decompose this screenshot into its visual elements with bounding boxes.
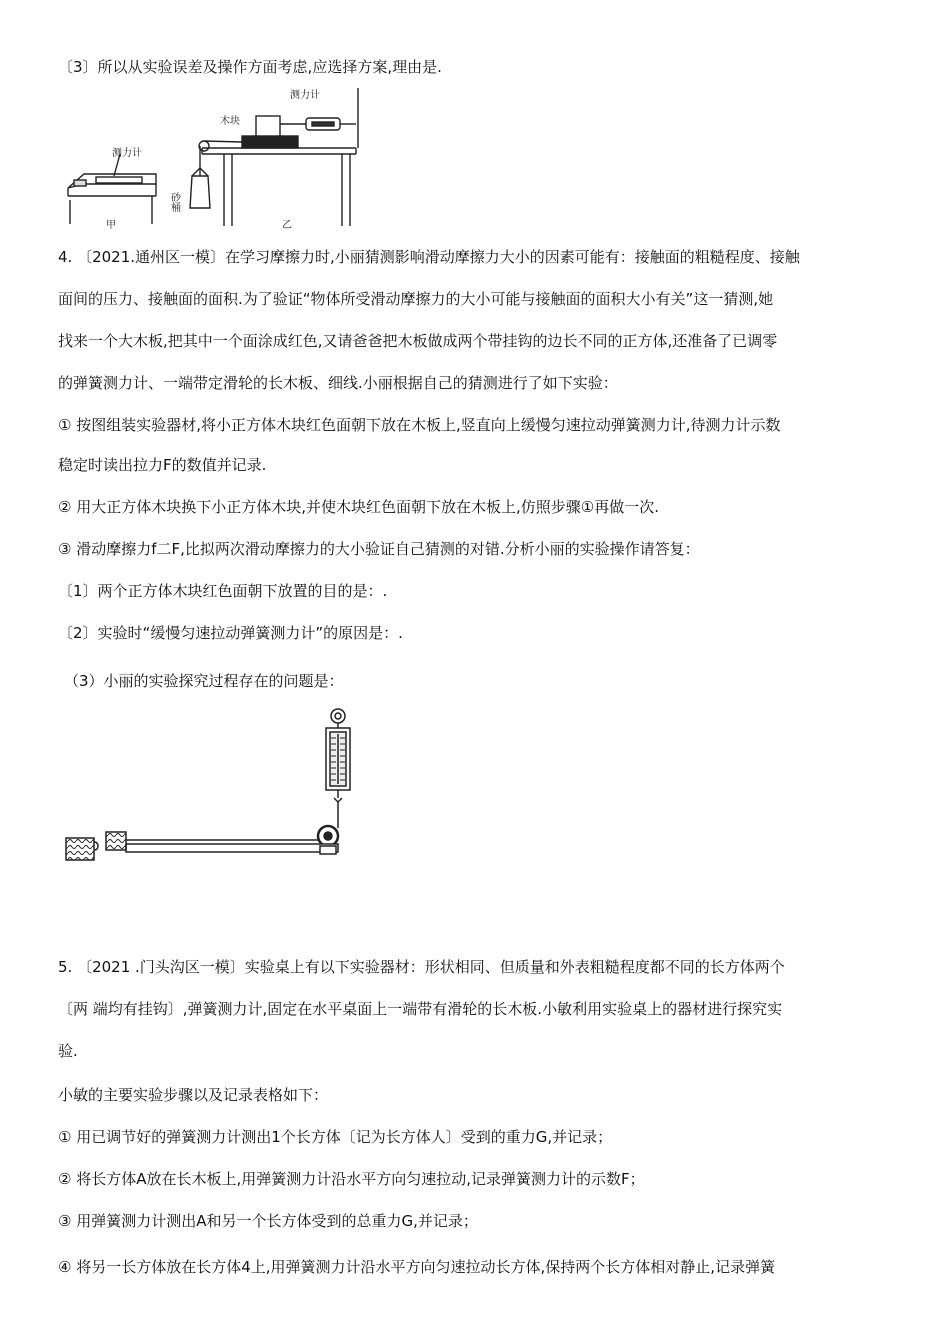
q3-tail-text: 〔3〕所以从实验误差及操作方面考虑,应选择方案,理由是.	[58, 58, 442, 76]
q4-step2: ② 用大正方体木块换下小正方体木块,并使木块红色面朝下放在木板上,仿照步骤①再做一次.	[58, 498, 659, 516]
figure-spring-scale-pulley	[60, 706, 360, 866]
q5-line3: 验.	[58, 1042, 78, 1060]
figure-friction-setups	[60, 84, 380, 232]
q5-step1: ① 用已调节好的弹簧测力计测出1个长方体〔记为长方体人〕受到的重力G,并记录；	[58, 1128, 613, 1146]
label-yi: 乙	[282, 220, 292, 231]
q4-sub2: 〔2〕实验时“缓慢匀速拉动弹簧测力计”的原因是：.	[58, 624, 403, 642]
q4-line2: 面间的压力、接触面的面积.为了验证“物体所受滑动摩擦力的大小可能与接触面的面积大小有关”这一猜测,她	[58, 290, 774, 308]
q4-sub1: 〔1〕两个正方体木块红色面朝下放置的目的是：.	[58, 582, 388, 600]
q4-sub3: （3）小丽的实验探究过程存在的问题是：	[64, 672, 344, 690]
q4-step1a: ① 按图组装实验器材,将小正方体木块红色面朝下放在木板上,竖直向上缓慢匀速拉动弹簧测力计,待测力计示数	[58, 416, 781, 434]
q5-step4: ④ 将另一长方体放在长方体4上,用弹簧测力计沿水平方向匀速拉动长方体,保持两个长方体相对静止,记录弹簧	[58, 1258, 776, 1276]
q4-step1b: 稳定时读出拉力F的数值并记录.	[58, 456, 267, 474]
meter-label-yi: 测力计	[290, 90, 320, 101]
bucket-label: 砂桶	[168, 192, 180, 212]
block-label: 木块	[220, 116, 240, 127]
q4-line1: 4. 〔2021.通州区一模〕在学习摩擦力时,小丽猜测影响滑动摩擦力大小的因素可能有：接触面的粗糙程度、接触	[58, 248, 800, 266]
meter-label-jia: 测力计	[112, 148, 142, 159]
q5-line1: 5. 〔2021 .门头沟区一模〕实验桌上有以下实验器材：形状相同、但质量和外表粗糙程度都不同的长方体两个	[58, 958, 785, 976]
label-jia: 甲	[106, 220, 116, 231]
q5-step3: ③ 用弹簧测力计测出A和另一个长方体受到的总重力G,并记录；	[58, 1212, 478, 1230]
q4-step3: ③ 滑动摩擦力f二F,比拟两次滑动摩擦力的大小验证自己猜测的对错.分析小丽的实验操作请答复：	[58, 540, 700, 558]
q4-line4: 的弹簧测力计、一端带定滑轮的长木板、细线.小丽根据自己的猜测进行了如下实验：	[58, 374, 618, 392]
q5-line2: 〔两 端均有挂钩〕,弹簧测力计,固定在水平桌面上一端带有滑轮的长木板.小敏利用实验桌上的器材进行探究实	[58, 1000, 783, 1018]
q4-line3: 找来一个大木板,把其中一个面涂成红色,又请爸爸把木板做成两个带挂钩的边长不同的正方体,还准备了已调零	[58, 332, 778, 350]
q5-intro: 小敏的主要实验步骤以及记录表格如下：	[58, 1086, 329, 1104]
q5-step2: ② 将长方体A放在长木板上,用弹簧测力计沿水平方向匀速拉动,记录弹簧测力计的示数F；	[58, 1170, 645, 1188]
